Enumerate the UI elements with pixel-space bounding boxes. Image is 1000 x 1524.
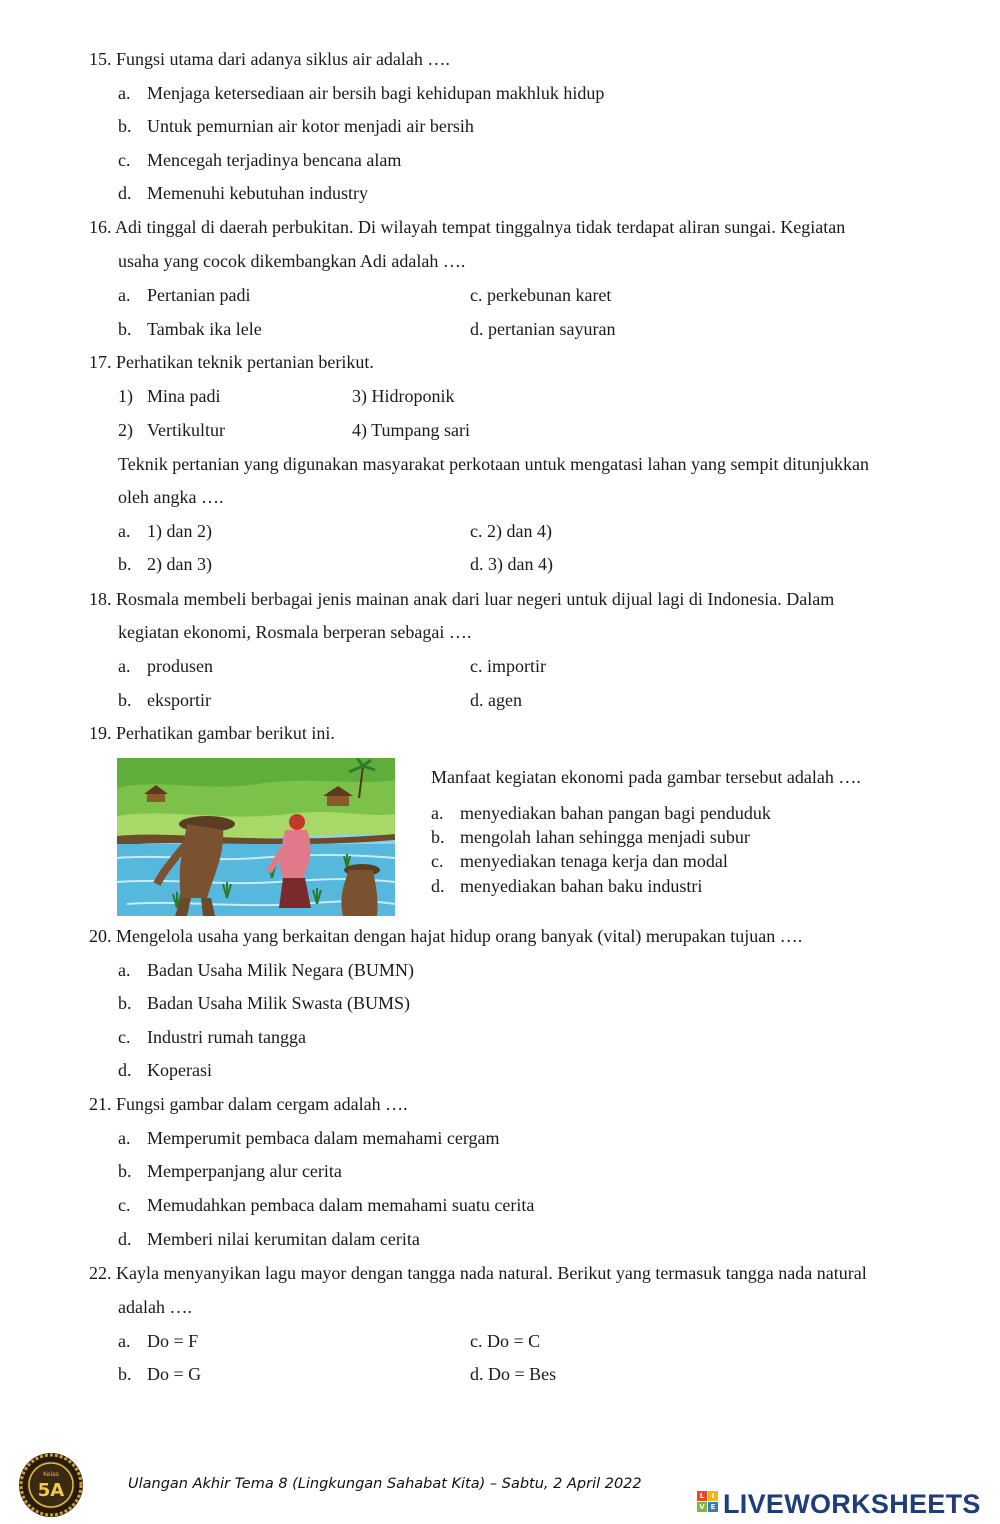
question-text-continued: oleh angka …. bbox=[118, 487, 224, 507]
question-22: 22. Kayla menyanyikan lagu mayor dengan tangga nada natural. Berikut yang termasuk tangga nada natural bbox=[89, 1263, 867, 1283]
option[interactable]: a. Memperumit pembaca dalam memahami cergam bbox=[118, 1128, 500, 1148]
class-badge-logo bbox=[18, 1452, 84, 1518]
option[interactable]: c. 2) dan 4) bbox=[470, 521, 552, 541]
question-text: Fungsi utama dari adanya siklus air adalah …. bbox=[116, 49, 450, 69]
logo-cube-icon: L bbox=[697, 1491, 707, 1501]
list-item: 4) Tumpang sari bbox=[352, 420, 471, 440]
logo-cube-icon: E bbox=[708, 1502, 718, 1512]
list-item: 3) Hidroponik bbox=[352, 386, 455, 406]
option[interactable]: d. pertanian sayuran bbox=[470, 319, 616, 339]
option[interactable]: b. Badan Usaha Milik Swasta (BUMS) bbox=[118, 993, 410, 1013]
question-21: 21. Fungsi gambar dalam cergam adalah …. bbox=[89, 1094, 408, 1114]
question-text: Manfaat kegiatan ekonomi pada gambar tersebut adalah …. bbox=[431, 767, 861, 787]
question-17: 17. Perhatikan teknik pertanian berikut. bbox=[89, 352, 374, 372]
brand-name: LIVEWORKSHEETS bbox=[723, 1489, 981, 1519]
svg-text:5A: 5A bbox=[37, 1480, 65, 1501]
option[interactable]: b. Memperpanjang alur cerita bbox=[118, 1161, 342, 1181]
option[interactable]: b. Untuk pemurnian air kotor menjadi air bersih bbox=[118, 116, 474, 136]
question-text: Teknik pertanian yang digunakan masyarakat perkotaan untuk mengatasi lahan yang sempit ditunjukkan bbox=[118, 454, 870, 474]
option[interactable]: b. Do = G bbox=[118, 1364, 202, 1384]
question-15 bbox=[89, 48, 450, 70]
option[interactable]: a. menyediakan bahan pangan bagi penduduk bbox=[431, 803, 771, 823]
question-16: 16. Adi tinggal di daerah perbukitan. Di wilayah tempat tinggalnya tidak terdapat aliran sungai. Kegiatan bbox=[89, 217, 846, 237]
svg-text:Kelas: Kelas bbox=[43, 1471, 59, 1478]
option[interactable]: a. Badan Usaha Milik Negara (BUMN) bbox=[118, 960, 414, 980]
question-number: 15. bbox=[89, 49, 112, 69]
option[interactable]: c. Industri rumah tangga bbox=[118, 1027, 306, 1047]
option[interactable]: a. Do = F bbox=[118, 1331, 199, 1351]
option[interactable]: b. 2) dan 3) bbox=[118, 554, 212, 574]
rice-field-illustration bbox=[117, 758, 395, 916]
liveworksheets-logo[interactable] bbox=[697, 1488, 997, 1522]
footer-text: Ulangan Akhir Tema 8 (Lingkungan Sahabat Kita) – Sabtu, 2 April 2022 bbox=[128, 1476, 642, 1492]
option[interactable]: b. eksportir bbox=[118, 690, 211, 710]
option[interactable]: c. perkebunan karet bbox=[470, 285, 612, 305]
option[interactable]: a. Pertanian padi bbox=[118, 285, 251, 305]
option[interactable]: c. Memudahkan pembaca dalam memahami suatu cerita bbox=[118, 1195, 535, 1215]
option[interactable]: a. produsen bbox=[118, 656, 213, 676]
option[interactable]: d. Koperasi bbox=[118, 1060, 212, 1080]
option[interactable]: c. importir bbox=[470, 656, 546, 676]
list-item: 2) Vertikultur bbox=[118, 420, 225, 440]
option[interactable]: d. Do = Bes bbox=[470, 1364, 557, 1384]
question-18: 18. Rosmala membeli berbagai jenis mainan anak dari luar negeri untuk dijual lagi di Indonesia. Dalam bbox=[89, 589, 835, 609]
option[interactable]: d. Memenuhi kebutuhan industry bbox=[118, 183, 368, 203]
option[interactable]: d. 3) dan 4) bbox=[470, 554, 553, 574]
option[interactable]: b. mengolah lahan sehingga menjadi subur bbox=[431, 827, 750, 847]
question-text-continued: usaha yang cocok dikembangkan Adi adalah …. bbox=[118, 251, 466, 271]
question-text-continued: adalah …. bbox=[118, 1297, 192, 1317]
list-item: 1) Mina padi bbox=[118, 386, 221, 406]
option[interactable]: c. Mencegah terjadinya bencana alam bbox=[118, 150, 402, 170]
option[interactable]: b. Tambak ika lele bbox=[118, 319, 262, 339]
option[interactable]: a. Menjaga ketersediaan air bersih bagi kehidupan makhluk hidup bbox=[118, 83, 605, 103]
question-text-continued: kegiatan ekonomi, Rosmala berperan sebagai …. bbox=[118, 622, 472, 642]
option[interactable]: d. menyediakan bahan baku industri bbox=[431, 876, 703, 896]
logo-cube-icon: I bbox=[708, 1491, 718, 1501]
logo-cube-icon: V bbox=[697, 1502, 707, 1512]
option[interactable]: c. Do = C bbox=[470, 1331, 541, 1351]
option[interactable]: d. Memberi nilai kerumitan dalam cerita bbox=[118, 1229, 420, 1249]
option[interactable]: c. menyediakan tenaga kerja dan modal bbox=[431, 851, 728, 871]
option[interactable]: d. agen bbox=[470, 690, 522, 710]
question-19: 19. Perhatikan gambar berikut ini. bbox=[89, 723, 335, 743]
option[interactable]: a. 1) dan 2) bbox=[118, 521, 212, 541]
question-20: 20. Mengelola usaha yang berkaitan dengan hajat hidup orang banyak (vital) merupakan tujuan …. bbox=[89, 926, 803, 946]
